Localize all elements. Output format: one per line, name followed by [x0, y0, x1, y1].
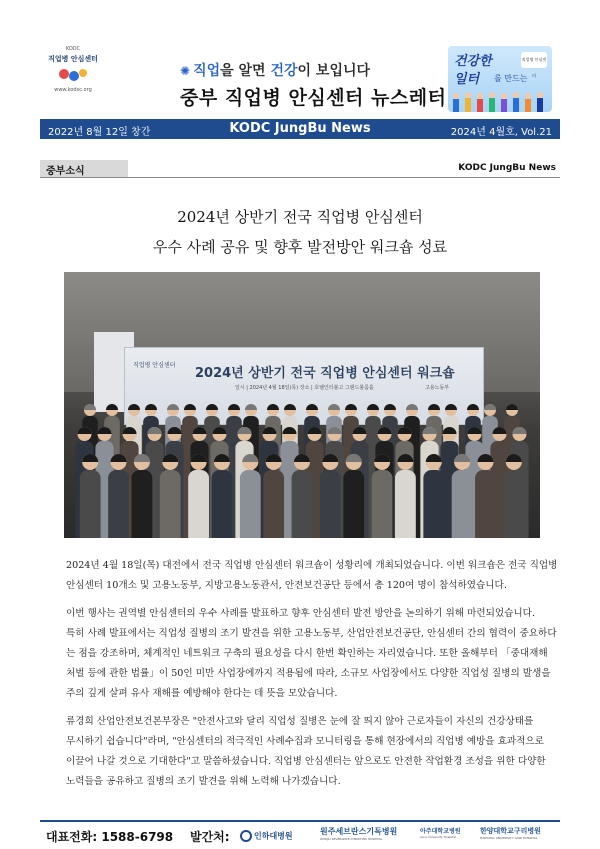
banner-title: 2024년 상반기 전국 직업병 안심센터 워크숍	[195, 366, 455, 381]
band-title: KODC JungBu News	[229, 121, 371, 136]
p2-line: 는 점을 강조하며, 체계적인 네트워크 구축의 필요성을 다시 한번 확인하는 자리였습니다. 또한 올해부터 「중대재해	[66, 648, 548, 659]
phone-number: 대표전화: 1588-6798	[46, 830, 174, 844]
banner-subtitle: 일시 | 2024년 4월 18일(목) 장소 | 호텔인터불고 그랜드볼룸홀	[235, 385, 374, 391]
workshop-photo	[64, 272, 540, 538]
article-title-line2: 우수 사례 공유 및 향후 발전방안 워크숍 성료	[152, 238, 448, 256]
org-inha	[240, 830, 293, 842]
org-wonju	[320, 826, 397, 841]
p2-line: 이번 행사는 권역별 안심센터의 우수 사례를 발표하고 향후 안심센터 발전 방안을 논의하기 위해 마련되었습니다.	[66, 608, 536, 619]
badge-tag: 직업병 안심센터	[521, 52, 547, 68]
issue-number: 2024년 4월호, Vol.21	[450, 127, 552, 138]
badge-line1: 건강한	[454, 54, 492, 69]
logo-top-text: KODC	[65, 46, 81, 52]
p1-line: 2024년 4월 18일(목) 대전에서 전국 직업병 안심센터 워크숍이 성황리에 개최되었습니다. 이번 워크숍은 전국 직업병	[66, 560, 558, 571]
kodc-logo	[44, 46, 102, 98]
article-title-line1: 2024년 상반기 전국 직업병 안심센터	[177, 208, 423, 226]
slogan-mid: 을 알면	[220, 63, 271, 79]
badge-line3: 를 만드는	[494, 74, 528, 83]
org-name: 한양대학교구리병원	[480, 827, 541, 835]
org-ajou	[420, 826, 461, 839]
p3-line: 류경희 산업안전보건본부장은 "안전사고와 달리 직업성 질병은 눈에 잘 띄지 않아 근로자들이 자신의 건강상태를	[66, 716, 534, 727]
org-sub: HANYANG UNIVERSITY GURI HOSPITAL	[480, 836, 538, 840]
footer	[40, 820, 560, 848]
section-right-label: KODC JungBu News	[458, 163, 556, 173]
logo-name: 직업병 안심센터	[48, 55, 98, 63]
org-name: 인하대병원	[254, 831, 293, 841]
logo-url: www.kodsc.org	[54, 87, 92, 93]
paragraph-2	[66, 604, 557, 704]
p3-line: 무시하기 쉽습니다"라며, "안심센터의 적극적인 사례수집과 모니터링을 통해 현장에서의 직업병 예방을 효과적으로	[66, 736, 544, 747]
logo-mark-icon	[53, 67, 93, 85]
slogan-post: 이 보입니다	[297, 63, 371, 79]
section-bar	[40, 160, 560, 178]
section-label: 중부소식	[40, 160, 128, 177]
issue-band	[40, 119, 560, 139]
org-sub: WONJU SEVERANCE CHRISTIAN HOSPITAL	[320, 837, 383, 841]
p3-line: 노력들을 공유하고 질병의 조기 발견을 위해 노력해 나가겠습니다.	[66, 776, 341, 787]
p2-line: 주의 깊게 살펴 유사 재해를 예방해야 한다는 데 뜻을 모았습니다.	[66, 688, 338, 699]
p1-line: 안심센터 10개소 및 고용노동부, 지방고용노동관서, 안전보건공단 등에서 총 120여 명이 참석하였습니다.	[66, 580, 507, 591]
p2-line: 처벌 등에 관한 법률」이 50인 미만 사업장에까지 적용됨에 따라, 소규모 사업장에서도 다양한 직업성 질병의 발생을	[66, 668, 551, 679]
newsletter-header	[0, 0, 600, 118]
p2-line: 특히 사례 발표에서는 직업성 질병의 조기 발견을 위한 고용노동부, 산업안전보건공단, 안심센터 간의 협력이 중요하다	[66, 628, 557, 639]
org-name: 아주대학교병원	[420, 828, 461, 835]
banner-org: 고용노동부	[425, 385, 450, 391]
org-sub: Ajou University Hospital	[420, 835, 456, 839]
paragraph-1	[66, 556, 558, 596]
sparkle-icon: ✺	[180, 64, 191, 78]
org-name: 원주세브란스기독병원	[320, 827, 398, 836]
slogan-pre: 직업	[193, 63, 221, 79]
banner-logo: 직업병 안심센터	[133, 362, 176, 369]
slogan-highlight: 건강	[270, 63, 298, 79]
group-people-icon	[64, 392, 540, 538]
healthy-workplace-badge	[448, 46, 552, 112]
newsletter-title: 중부 직업병 안심센터 뉴스레터	[180, 87, 447, 109]
badge-line2: 일터	[454, 72, 480, 87]
slogan	[180, 60, 370, 80]
org-hanyang	[480, 826, 541, 840]
p3-line: 이끌어 나갈 것으로 기대한다"고 말씀하셨습니다. 직업병 안심센터는 앞으로도 안전한 작업환경 조성을 위한 다양한	[66, 756, 546, 767]
workers-illustration-icon	[448, 90, 552, 112]
founded-date: 2022년 8월 12일 창간	[48, 127, 151, 138]
paragraph-3	[66, 712, 546, 792]
publisher-label: 발간처:	[190, 830, 230, 844]
